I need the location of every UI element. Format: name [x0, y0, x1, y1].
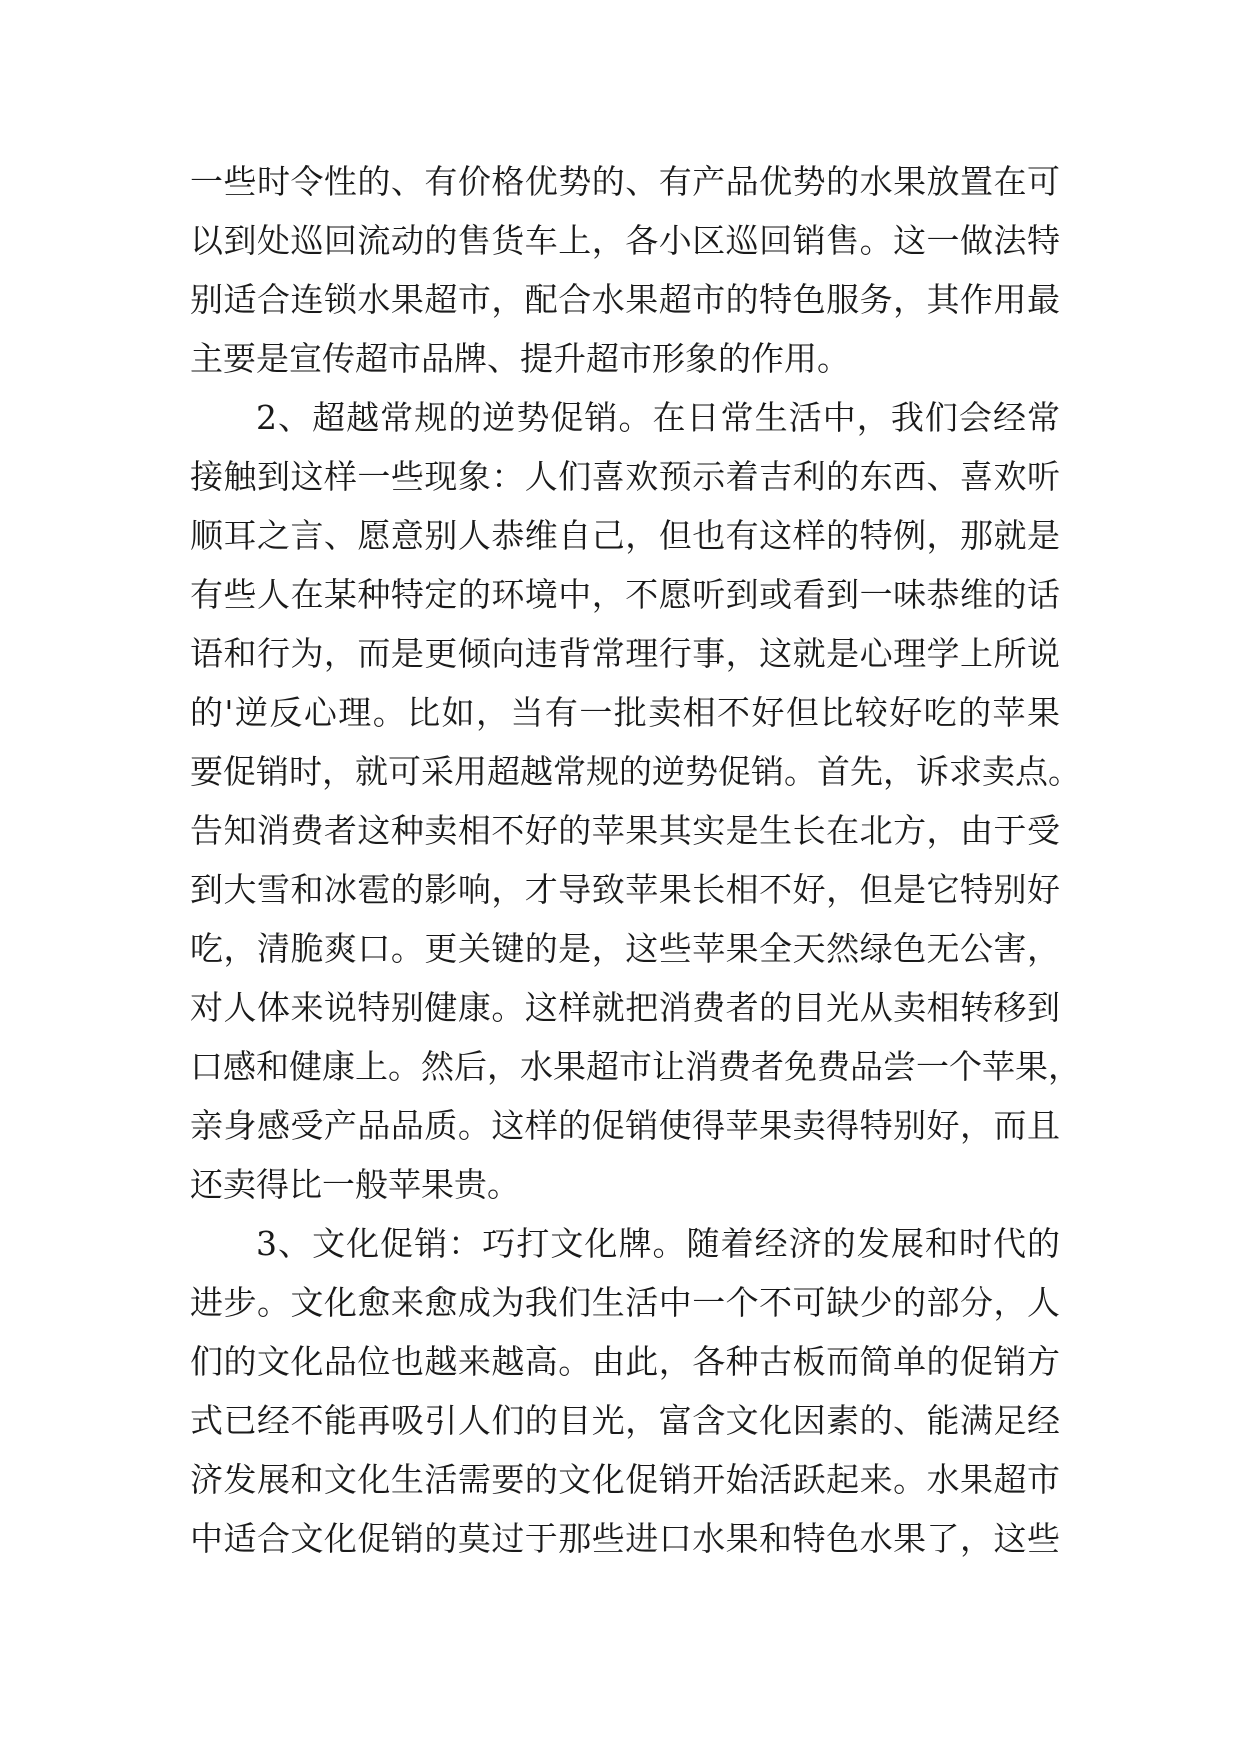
text-line: 亲身感受产品品质。这样的促销使得苹果卖得特别好，而且 [190, 1106, 1060, 1145]
text-line: 告知消费者这种卖相不好的苹果其实是生长在北方，由于受 [190, 811, 1060, 850]
text-line: 吃，清脆爽口。更关键的是，这些苹果全天然绿色无公害， [190, 929, 1060, 968]
text-line: 顺耳之言、愿意别人恭维自己，但也有这样的特例，那就是 [190, 516, 1060, 555]
body-text [190, 152, 1081, 1568]
paragraph-2-first-line: 2、超越常规的逆势促销。在日常生活中，我们会经常 [256, 398, 1060, 437]
text-line: 对人体来说特别健康。这样就把消费者的目光从卖相转移到 [190, 988, 1060, 1027]
text-line: 的'逆反心理。比如，当有一批卖相不好但比较好吃的苹果 [190, 693, 1060, 732]
text-line: 口感和健康上。然后，水果超市让消费者免费品尝一个苹果， [190, 1047, 1081, 1086]
paragraph-3-first-line: 3、文化促销：巧打文化牌。随着经济的发展和时代的 [256, 1224, 1060, 1263]
text-line: 到大雪和冰雹的影响，才导致苹果长相不好，但是它特别好 [190, 870, 1060, 909]
text-line: 接触到这样一些现象：人们喜欢预示着吉利的东西、喜欢听 [190, 457, 1060, 496]
text-line: 别适合连锁水果超市，配合水果超市的特色服务，其作用最 [190, 280, 1060, 319]
text-line: 主要是宣传超市品牌、提升超市形象的作用。 [190, 339, 850, 378]
text-line: 式已经不能再吸引人们的目光，富含文化因素的、能满足经 [190, 1401, 1060, 1440]
text-line: 语和行为，而是更倾向违背常理行事，这就是心理学上所说 [190, 634, 1060, 673]
text-line: 济发展和文化生活需要的文化促销开始活跃起来。水果超市 [190, 1460, 1060, 1499]
text-line: 要促销时，就可采用超越常规的逆势促销。首先，诉求卖点。 [190, 752, 1081, 791]
text-line: 进步。文化愈来愈成为我们生活中一个不可缺少的部分，人 [190, 1283, 1060, 1322]
text-line: 中适合文化促销的莫过于那些进口水果和特色水果了，这些 [190, 1519, 1060, 1558]
text-line: 还卖得比一般苹果贵。 [190, 1165, 520, 1204]
text-line: 们的文化品位也越来越高。由此，各种古板而简单的促销方 [190, 1342, 1060, 1381]
text-line: 以到处巡回流动的售货车上，各小区巡回销售。这一做法特 [190, 221, 1060, 260]
text-line: 一些时令性的、有价格优势的、有产品优势的水果放置在可 [190, 162, 1060, 201]
text-line: 有些人在某种特定的环境中，不愿听到或看到一味恭维的话 [190, 575, 1060, 614]
